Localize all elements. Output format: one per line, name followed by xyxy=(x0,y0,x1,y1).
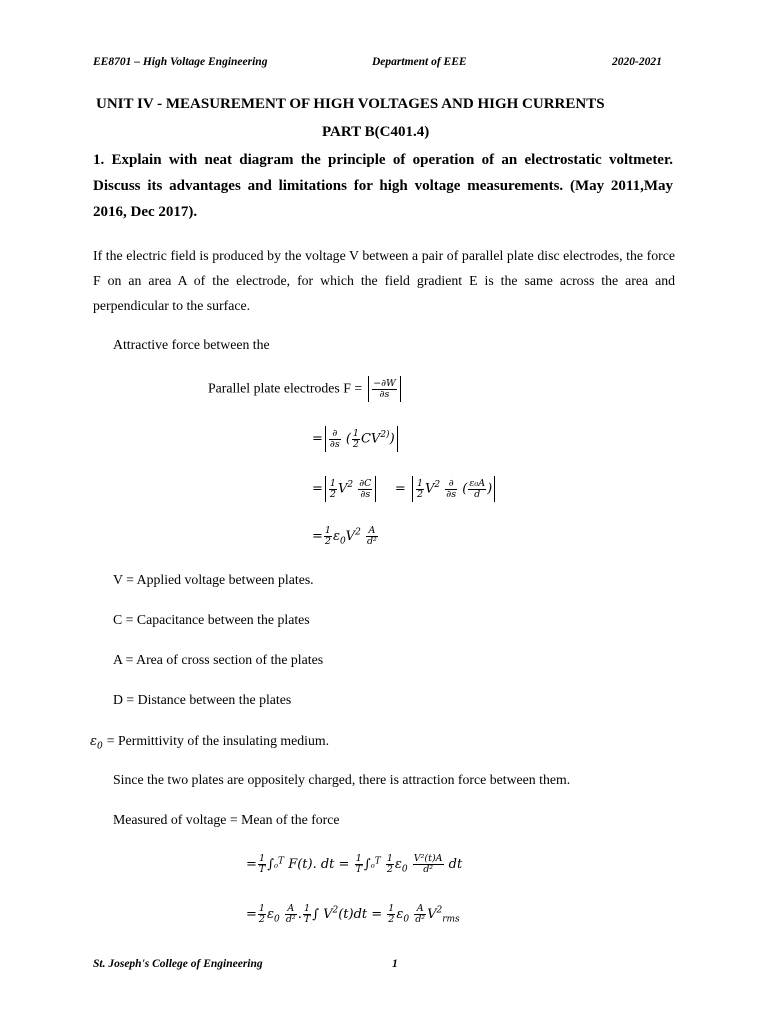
unit-title: UNIT IV - MEASUREMENT OF HIGH VOLTAGES AND HIGH CURRENTS xyxy=(96,96,605,112)
header-department: Department of EEE xyxy=(372,56,467,68)
definition-d: D = Distance between the plates xyxy=(113,692,292,707)
definition-c: C = Capacitance between the plates xyxy=(113,612,310,627)
attraction-text: Since the two plates are oppositely charged, there is attraction force between them. xyxy=(113,772,571,787)
equation-result: = $\frac{1}{2}$ $\varepsilon_0V^2$ $\frac{A}{\text{d²}}$ xyxy=(312,525,377,547)
footer-page-number: 1 xyxy=(392,958,398,970)
header-course: EE8701 – High Voltage Engineering xyxy=(93,56,268,68)
equation-capacitance-energy: = $\frac{\partial}{\partial s}$ ( $\frac{1}{2}$ CV$^{2)}$) xyxy=(312,426,400,452)
definition-epsilon-text: = Permittivity of the insulating medium. xyxy=(106,733,330,748)
question-text: 1. Explain with neat diagram the principle of operation of an electrostatic voltmeter. Discuss its advantages and limitations for high voltage measurements. (May 2011,May 2016, Dec 2017). xyxy=(93,152,673,220)
intro-paragraph: If the electric field is produced by the voltage V between a pair of parallel plate disc electrodes, the force F on an area A of the electrode, for which the field gradient E is the same across the area and perpendicular to the surface. xyxy=(93,248,675,313)
header-year: 2020-2021 xyxy=(612,56,662,68)
definition-a: A = Area of cross section of the plates xyxy=(113,652,324,667)
equation-rms: = $\frac{1}{2}$ $\varepsilon_0$ $\frac{A}{\text{d²}}$ . $\frac{1}{T}$ ∫ $V^2(t)dt$ = $\frac{1}{2}$ $\varepsilon_0$ $\frac{A}{\text{d²}}$ $V^2_{rms}$ xyxy=(246,903,460,925)
equation-force: Parallel plate electrodes F = $\frac{-\partial W}{\partial s}$ xyxy=(208,376,403,402)
definition-epsilon: $\varepsilon_0$ = Permittivity of the insulating medium. xyxy=(90,733,330,752)
equation-derivative: = $\frac{1}{2}$ $V^2$ $\frac{\partial C}{\partial s}$ = $\frac{1}{2}$ $V^2$ $\frac{\partial}{\partial s}$ ( $\frac{\text{ε₀A}}{d}$ ) xyxy=(312,476,497,502)
attractive-force-text: Attractive force between the xyxy=(113,337,270,352)
footer-college: St. Joseph's College of Engineering xyxy=(93,958,263,970)
parallel-plate-label: Parallel plate electrodes F = xyxy=(208,380,363,396)
part-title: PART B(C401.4) xyxy=(322,124,430,140)
definition-v: V = Applied voltage between plates. xyxy=(113,572,314,587)
measured-text: Measured of voltage = Mean of the force xyxy=(113,812,340,827)
equation-mean-force: = $\frac{1}{T}$ ∫₀$^T$ F(t). dt = $\frac{1}{T}$ ∫₀$^T$ $\frac{1}{2}$ $\varepsilon_0$ $\frac{\text{V²(t)A}}{\text{d²}}$ dt xyxy=(246,853,463,875)
